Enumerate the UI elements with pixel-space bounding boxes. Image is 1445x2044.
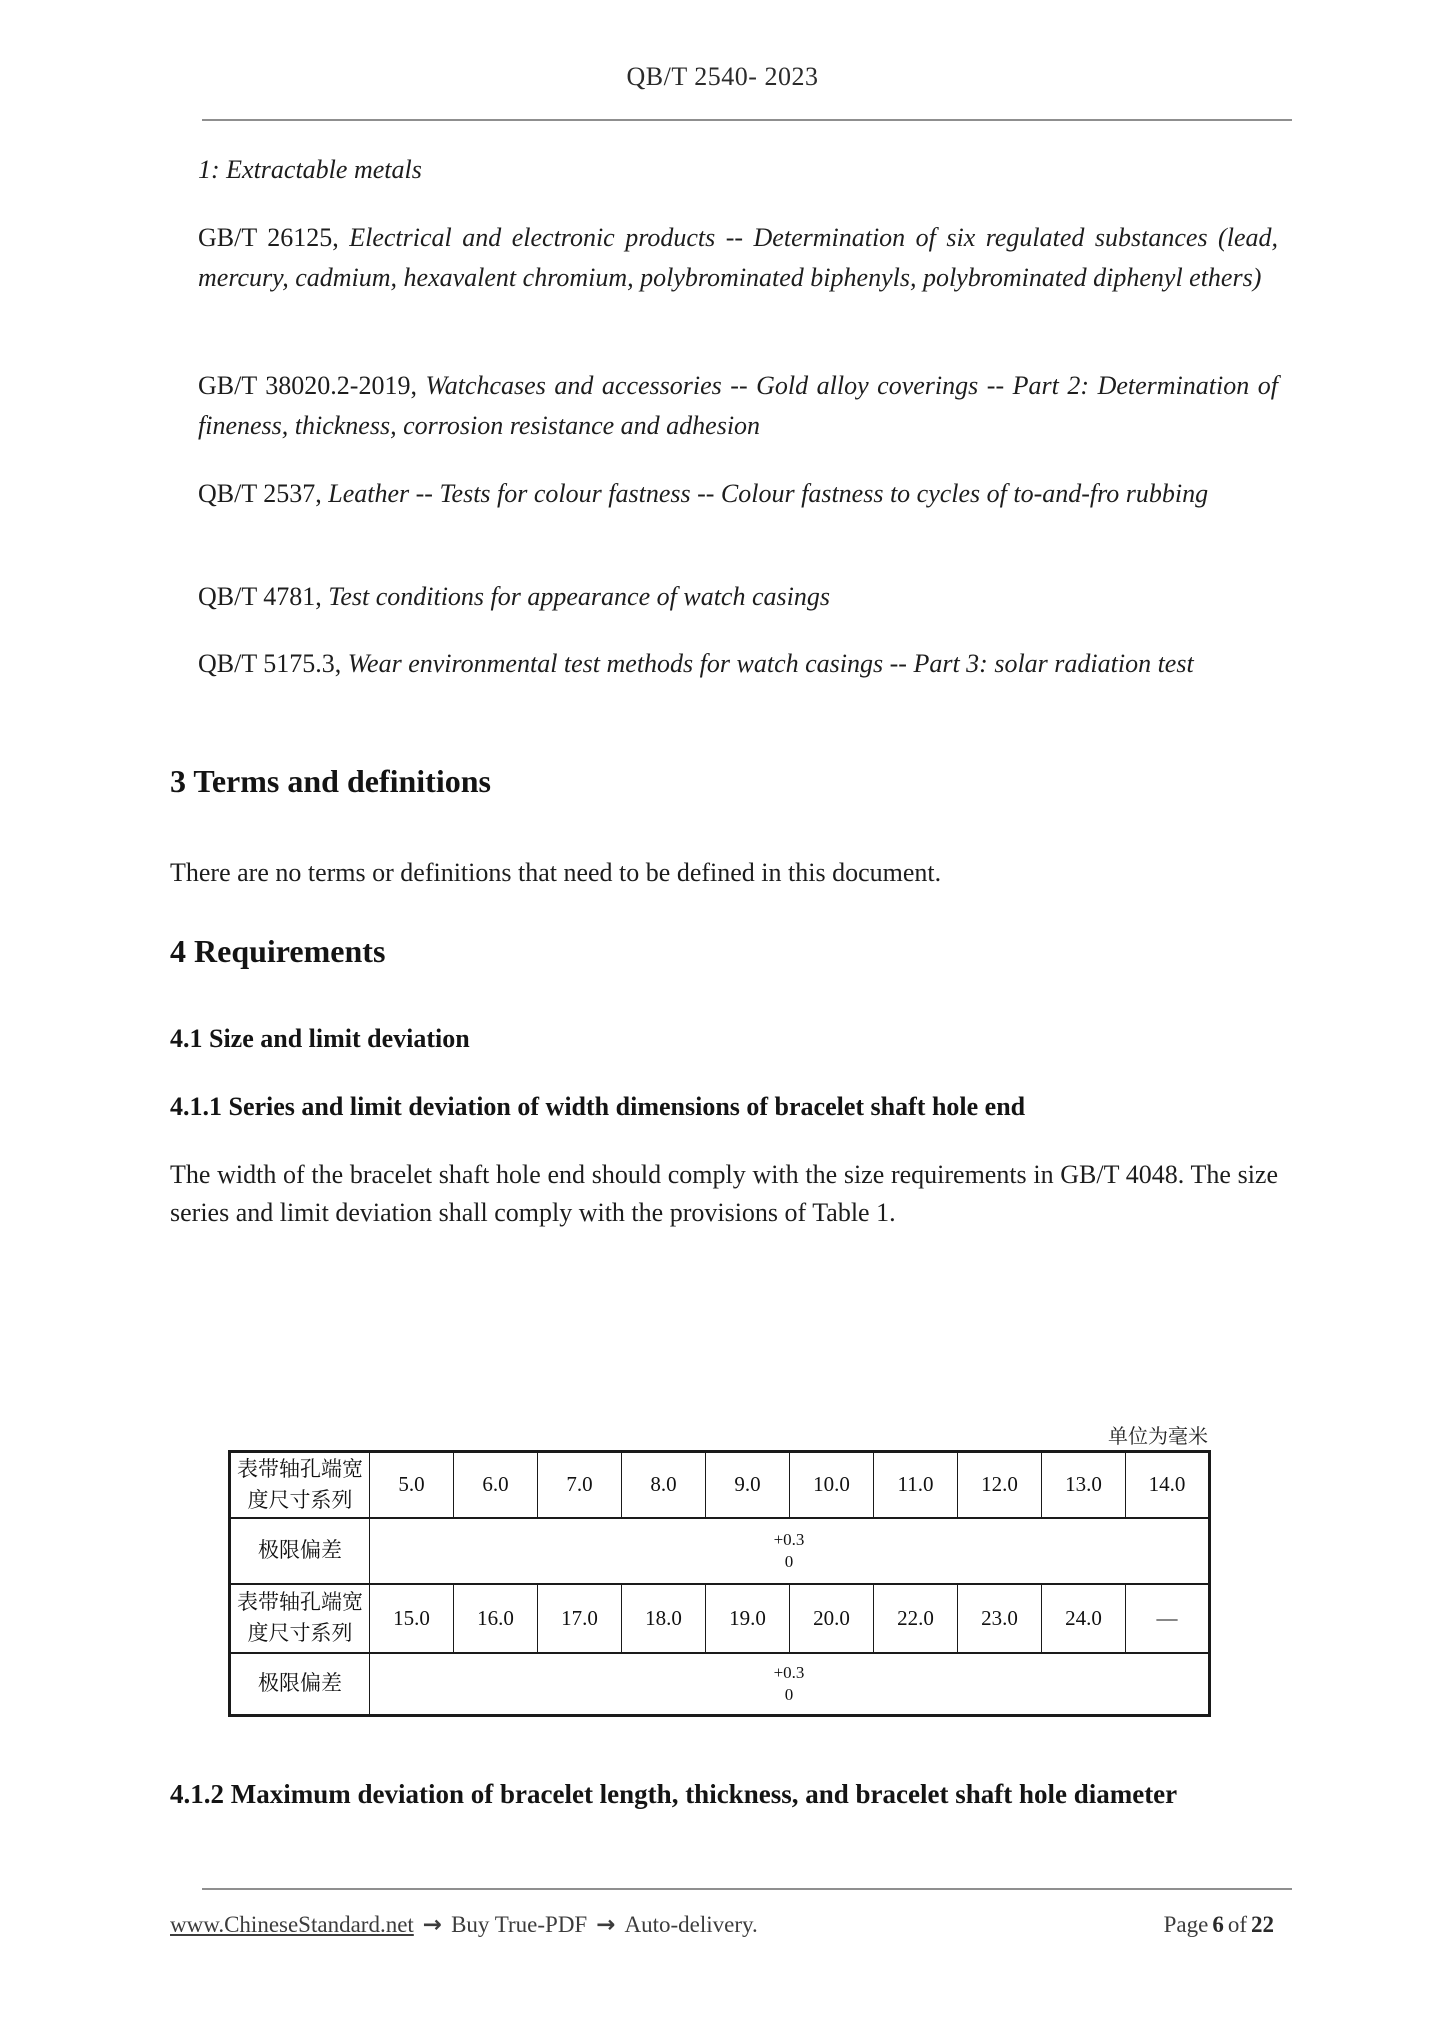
reference-title: Test conditions for appearance of watch casings — [328, 582, 830, 611]
table-cell: 5.0 — [370, 1452, 454, 1518]
heading-size-limit-deviation: 4.1 Size and limit deviation — [170, 1024, 470, 1053]
deviation-upper: +0.3 — [773, 1662, 805, 1682]
reference-gbt-26125 — [198, 218, 1278, 298]
of-label: of — [1227, 1912, 1247, 1937]
page-label: Page — [1163, 1912, 1209, 1937]
table-cell: 17.0 — [538, 1584, 622, 1653]
table-cell: 7.0 — [538, 1452, 622, 1518]
footer-buy-text: Buy True-PDF — [451, 1912, 588, 1937]
page-total: 22 — [1251, 1912, 1274, 1937]
table-row-label — [230, 1452, 370, 1518]
table-row-label: 极限偏差 — [230, 1518, 370, 1584]
series-label-line2: 度尺寸系列 — [247, 1621, 353, 1645]
table-cell: 22.0 — [874, 1584, 958, 1653]
deviation-value-cell — [370, 1518, 1210, 1584]
table-cell: 24.0 — [1042, 1584, 1126, 1653]
table-cell: 9.0 — [706, 1452, 790, 1518]
reference-code: GB/T 26125, — [198, 223, 350, 252]
series-label-line2: 度尺寸系列 — [247, 1487, 353, 1512]
paragraph-width-requirements: The width of the bracelet shaft hole end should comply with the size requirements in GB/T 4048. The size series and limit deviation shall comply with the provisions of Table 1. — [170, 1160, 1278, 1227]
table-cell: 19.0 — [706, 1584, 790, 1653]
reference-code: GB/T 38020.2-2019, — [198, 371, 426, 400]
footer-site-link[interactable]: www.ChineseStandard.net — [170, 1912, 414, 1937]
table-cell: 10.0 — [790, 1452, 874, 1518]
header-rule — [202, 119, 1292, 121]
table-1-size-series — [228, 1450, 1211, 1717]
table-row-label — [230, 1584, 370, 1653]
note-extractable-metals: 1: Extractable metals — [198, 155, 422, 184]
reference-qbt-4781 — [198, 577, 1278, 617]
heading-requirements: 4 Requirements — [170, 933, 386, 969]
table-cell: 8.0 — [622, 1452, 706, 1518]
footer-delivery-text: Auto-delivery. — [624, 1912, 758, 1937]
reference-title: Watchcases and accessories -- Gold alloy coverings -- Part 2: Determination of fineness, thickness, corrosion resistance and adhesion — [198, 371, 1278, 440]
table-cell: 11.0 — [874, 1452, 958, 1518]
reference-title: Wear environmental test methods for watch casings -- Part 3: solar radiation test — [347, 649, 1194, 678]
reference-qbt-5175 — [198, 644, 1278, 684]
deviation-upper: +0.3 — [773, 1529, 805, 1549]
table-cell: 12.0 — [958, 1452, 1042, 1518]
table-row-deviation-1 — [230, 1518, 1210, 1584]
reference-gbt-38020 — [198, 366, 1278, 446]
arrow-icon: → — [596, 1912, 616, 1938]
table-row-series-1 — [230, 1452, 1210, 1518]
paragraph-terms-none: There are no terms or definitions that need to be defined in this document. — [170, 858, 942, 887]
reference-qbt-2537 — [198, 474, 1278, 514]
footer-rule — [202, 1888, 1292, 1890]
table-cell: — — [1126, 1584, 1210, 1653]
table-cell: 13.0 — [1042, 1452, 1126, 1518]
table-row-series-2 — [230, 1584, 1210, 1653]
page-footer — [170, 1912, 1278, 1938]
table-cell: 18.0 — [622, 1584, 706, 1653]
table-row-label: 极限偏差 — [230, 1653, 370, 1716]
table-units-note: 单位为毫米 — [1108, 1426, 1208, 1448]
footer-page-info — [1164, 1912, 1278, 1938]
table-cell: 15.0 — [370, 1584, 454, 1653]
deviation-lower: 0 — [784, 1684, 794, 1704]
deviation-lower: 0 — [784, 1551, 794, 1571]
table-cell: 16.0 — [454, 1584, 538, 1653]
page-number: 6 — [1212, 1912, 1224, 1937]
table-cell: 23.0 — [958, 1584, 1042, 1653]
series-label-line1: 表带轴孔端宽 — [237, 1590, 363, 1614]
table-cell: 6.0 — [454, 1452, 538, 1518]
heading-max-deviation: 4.1.2 Maximum deviation of bracelet length, thickness, and bracelet shaft hole diameter — [170, 1779, 1178, 1809]
reference-code: QB/T 2537, — [198, 479, 329, 508]
arrow-icon: → — [422, 1912, 443, 1938]
reference-title: Electrical and electronic products -- Determination of six regulated substances (lead, mercury, cadmium, hexavalent chromium, polybrominated biphenyls, polybrominated diphenyl ethers) — [198, 223, 1278, 292]
series-label-line1: 表带轴孔端宽 — [237, 1456, 363, 1481]
deviation-value-cell — [370, 1653, 1210, 1716]
reference-title: Leather -- Tests for colour fastness -- Colour fastness to cycles of to-and-fro rubbing — [328, 479, 1209, 508]
reference-code: QB/T 4781, — [198, 582, 329, 611]
heading-terms-definitions: 3 Terms and definitions — [170, 763, 491, 799]
document-number: QB/T 2540- 2023 — [626, 62, 819, 91]
table-row-deviation-2 — [230, 1653, 1210, 1716]
table-cell: 14.0 — [1126, 1452, 1210, 1518]
reference-code: QB/T 5175.3, — [198, 649, 348, 678]
table-cell: 20.0 — [790, 1584, 874, 1653]
footer-left — [170, 1912, 758, 1938]
heading-series-limit-deviation: 4.1.1 Series and limit deviation of width dimensions of bracelet shaft hole end — [170, 1092, 1026, 1121]
